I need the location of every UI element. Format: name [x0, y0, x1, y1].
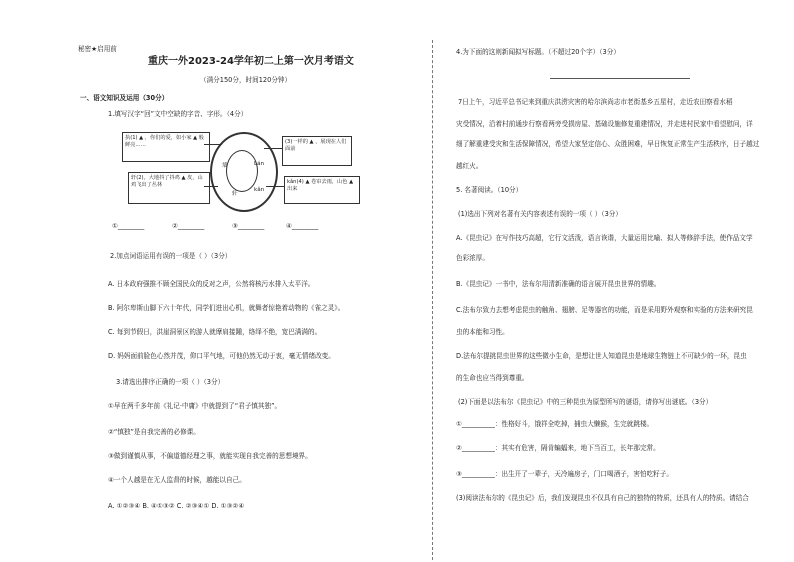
question-4-answer-line[interactable]: [550, 78, 690, 79]
question-5-1-option: 的生命也应当得到尊重。: [456, 374, 529, 382]
column-separator: [432, 40, 433, 560]
page-title: 重庆一外2023-24学年初二上第一次月考语文: [148, 56, 354, 67]
question-2-option: B. 阿尔卑斯山脚下六十年代，同学们进出心机，就舞者惊艳着动物的《雀之灵》。: [108, 304, 345, 312]
diagram-connector: [204, 186, 218, 187]
diagram-box-top-right: (3)一样的 ▲ ，展现在人们面前: [282, 136, 352, 166]
question-3-item: ③做到谨慎从事，不偏道德经理之事，就能实现自我完善的思想境界。: [108, 452, 312, 460]
question-5-1-stem: (1)选出下列对名著有关内容表述有误的一项（ ）（3分）: [458, 210, 622, 218]
diagram-ring-label: 轩: [232, 191, 238, 197]
question-2-option: C. 每到节假日，洪崖洞景区的游人就摩肩接踵，络绎不绝，宽巴满满的。: [108, 328, 322, 336]
answer-blank-2[interactable]: ②________: [172, 222, 205, 230]
question-1-stem: 1.填写汉字“回”文中空缺的字音、字形。（4分）: [108, 110, 248, 118]
answer-blank-1[interactable]: ①________: [112, 222, 145, 230]
question-3-item: ④一个人越是在无人监督的时候，越能以自己。: [108, 476, 246, 484]
question-5-1-option: A.《昆虫记》在写作技巧高超，它行文活泼，语言诙谐，大量运用比喻、拟人等修辞手法，使作品文学: [456, 234, 753, 242]
page-subtitle: （满分150分，时间120分钟）: [200, 76, 292, 84]
news-paragraph-line: 细了解重建受灾和生活保障情况，希望大家坚定信心、众胜困难，早日恢复正常生产生活秩序，日子越过: [456, 140, 760, 148]
answer-blank-4[interactable]: ④________: [286, 222, 319, 230]
section-heading-1: 一、语文知识及运用（30分）: [80, 94, 169, 102]
question-3-item: ②“慎独”是自我完善的必修课。: [108, 428, 200, 436]
diagram-ring-label: 墙: [222, 163, 228, 169]
question-3-stem: 3.请选出排序正确的一项（ ）（3分）: [116, 378, 225, 386]
question-2-stem: 2.加点词语运用有误的一项是（ ）（3分）: [110, 252, 232, 260]
diagram-connector: [264, 148, 282, 149]
question-5-2-item[interactable]: ③__________：出生开了一辈子，天冷遍房子，门口喝酒子，害怕吃籽子。: [456, 470, 673, 478]
answer-blank-3[interactable]: ③________: [232, 222, 265, 230]
diagram-ring-label: kǎn: [254, 187, 265, 193]
news-paragraph-line: 7日上午，习近平总书记来到重庆洪涝灾害的哈尔滨尚志市老街基乡五星村，走近农田察看水稻: [458, 98, 733, 106]
question-3-options: A. ①②③④ B. ④①③② C. ②③④① D. ①③②④: [108, 502, 245, 510]
question-5-1-option: 虫的本能和习性。: [456, 328, 509, 336]
question-4-stem: 4.为下面的这则新闻拟写标题。（不超过20个字）（3分）: [456, 48, 620, 56]
question-5-1-option: B.《昆虫记》一书中，法布尔用清新准确的语言展开昆虫世界的情趣。: [456, 280, 661, 288]
question-5-2-stem: (2)下面是以法布尔《昆虫记》中的三种昆虫为原型所写的谜语，请你写出谜底。（3分）: [458, 398, 713, 406]
question-2-option: A. 日本政府强推不顾全国民众的反对之声，公然将核污水排入太平洋。: [108, 280, 315, 288]
diagram-ring-label: Lán: [254, 161, 265, 167]
diagram-box-top-left: 执(1) ▲ ，你们的爱，如小家 ▲ 般鲜亮……: [122, 132, 210, 162]
question-5-heading: 5. 名著阅读。（10分）: [456, 186, 523, 194]
news-paragraph-line: 越红火。: [456, 162, 483, 170]
question-5-1-option: C.法布尔致力去想考虑昆虫的触角、翅膀、足等器官的功能，而是采用野外观察和实验的方法来研究昆: [456, 306, 753, 314]
diagram-box-bottom-right: kǎn(4) ▲ 卷帘去雨，山色 ▲ 出来: [284, 176, 360, 204]
question-3-item: ①早在两千多年前《礼记·中庸》中就提到了“君子慎其独”。: [108, 402, 282, 410]
question-5-1-option: D.法布尔提挑昆虫世界的这些微小生命，是想让世人知道昆虫是地球生物链上不可缺少的一环，昆虫: [456, 352, 747, 360]
question-2-option: D. 妈妈面前脸色心然并茂，仰口平气地，可他仍然无动于衷，毫无情绪改变。: [108, 352, 335, 360]
question-5-1-option: 色彩浓厚。: [456, 254, 489, 262]
diagram-box-bottom-left: 轩(2)，大地抖了抖鸡 ▲ 皮，山鸡飞出了丛林: [128, 172, 210, 204]
question-5-2-item[interactable]: ①__________：性格好斗，饿祥全吃掉，捕虫大懒猴，生完就跳楼。: [456, 420, 654, 428]
secret-mark: 秘密★启用前: [78, 45, 117, 53]
diagram-connector: [266, 186, 284, 187]
news-paragraph-line: 灾受情况，沿着村前通步行察看两旁受损房屋、基础设施修复重建情况，并走进村民家中看望慰问，详: [456, 120, 753, 128]
question-5-3-stem: (3)阅读法布尔的《昆虫记》后，我们发现昆虫不仅具有自己的独特的特质，还具有人的特质。请结合: [456, 494, 749, 502]
question-5-2-item[interactable]: ②__________：其实有危害，隔肯蝙蝠来，地下当百工，长年那完常。: [456, 444, 660, 452]
diagram-connector: [204, 144, 222, 145]
